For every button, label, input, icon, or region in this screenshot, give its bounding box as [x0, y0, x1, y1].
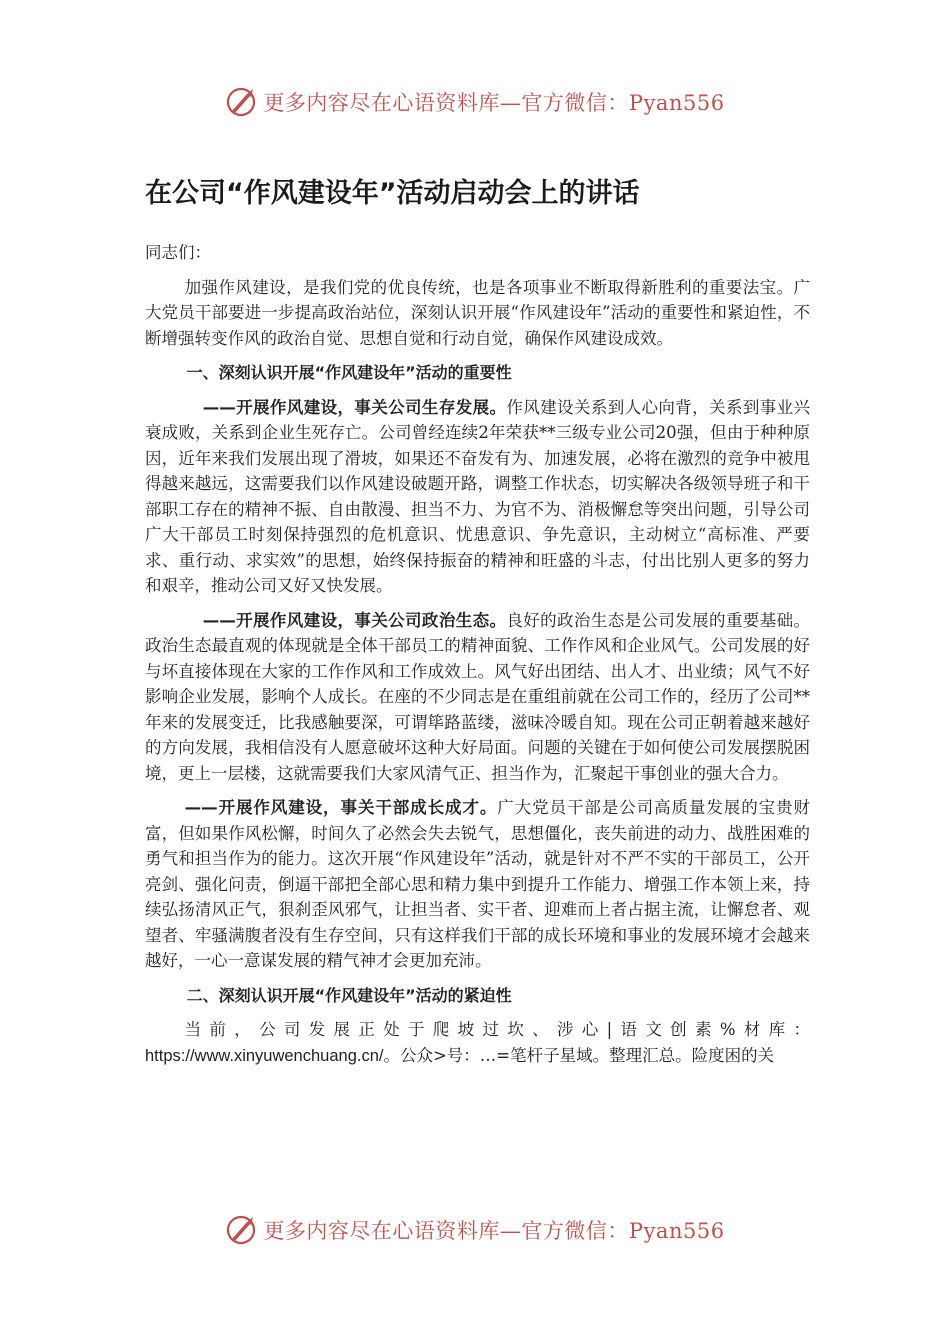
paragraph-cadre-growth: [145, 795, 810, 974]
header-watermark-banner: [0, 82, 950, 122]
footer-watermark-banner: [0, 1210, 950, 1250]
quill-logo-icon: [225, 86, 257, 118]
paragraph-text-tail: 。公众>号：…=笔杆子星域。整理汇总。险度困的关: [383, 1045, 775, 1065]
paragraph-body: 广大党员干部是公司高质量发展的宝贵财富，但如果作风松懈，时间久了必然会失去锐气，思想僵化，丧失前进的动力、战胜困难的勇气和担当作为的能力。这次开展“作风建设年”活动，就是针对不严不实的干部员工，公开亮剑、强化问责，倒逼干部把全部心思和精力集中到提升工作能力、增强工作本领上来，持续弘扬清风正气，狠刹歪风邪气，让担当者、实干者、迎难而上者占据主流，让懈怠者、观望者、牢骚满腹者没有生存空间，只有这样我们干部的成长环境和事业的发展环境才会越来越好，一心一意谋发展的精气神才会更加充沛。: [145, 798, 811, 970]
document-body: [145, 170, 810, 1078]
paragraph-text: 当前，公司发展正处于爬坡过坎、涉心|语文创素%材库：: [184, 1020, 810, 1039]
quill-logo-icon: [225, 1214, 257, 1246]
paragraph-political-ecology: [145, 608, 810, 787]
paragraph-lead: ——开展作风建设，事关干部成长成才。: [184, 798, 498, 817]
paragraph-body: 良好的政治生态是公司发展的重要基础。政治生态最直观的体现就是全体干部员工的精神面貌、工作作风和企业风气。公司发展的好与坏直接体现在大家的工作作风和工作成效上。风气好出团结、出人才、出业绩；风气不好影响企业发展，影响个人成长。在座的不少同志是在重组前就在公司工作的，经历了公司**年来的发展变迁，比我感触要深，可谓筚路蓝缕，滋味冷暖自知。现在公司正朝着越来越好的方向发展，我相信没有人愿意破坏这种大好局面。问题的关键在于如何使公司发展摆脱困境，更上一层楼，这就需要我们大家风清气正、担当作为，汇聚起干事创业的强大合力。: [145, 610, 811, 783]
paragraph-survival: [145, 395, 810, 599]
paragraph-lead: ——开展作风建设，事关公司政治生态。: [202, 610, 507, 630]
website-link[interactable]: https://www.xinyuwenchuang.cn/: [145, 1046, 384, 1065]
section-heading-2: 二、深刻认识开展“作风建设年”活动的紧迫性: [186, 985, 512, 1005]
intro-paragraph: 加强作风建设，是我们党的优良传统，也是各项事业不断取得新胜利的重要法宝。广大党员干部要进一步提高政治站位，深刻认识开展“作风建设年”活动的重要性和紧迫性，不断增强转变作风的政治自觉、思想自觉和行动自觉，确保作风建设成效。: [145, 277, 810, 348]
salutation: 同志们：: [145, 243, 211, 262]
paragraph-urgency: [145, 1017, 810, 1069]
section-heading-1: 一、深刻认识开展“作风建设年”活动的重要性: [186, 363, 512, 382]
watermark-text: 更多内容尽在心语资料库—官方微信：Pyan556: [263, 91, 725, 115]
document-title: 在公司“作风建设年”活动启动会上的讲话: [145, 178, 640, 209]
watermark-text: 更多内容尽在心语资料库—官方微信：Pyan556: [263, 1219, 725, 1243]
paragraph-body: 作风建设关系到人心向背，关系到事业兴衰成败，关系到企业生死存亡。公司曾经连续2年荣获**三级专业公司20强，但由于种种原因，近年来我们发展出现了滑坡，如果还不奋发有为、加速发展，必将在激烈的竞争中被甩得越来越远，这需要我们以作风建设破题开路，调整工作状态，切实解决各级领导班子和干部职工存在的精神不振、自由散漫、担当不力、为官不为、消极懈怠等突出问题，引导公司广大干部员工时刻保持强烈的危机意识、忧患意识、争先意识，主动树立“高标准、严要求、重行动、求实效”的思想，始终保持振奋的精神和旺盛的斗志，付出比别人更多的努力和艰辛，推动公司又好又快发展。: [145, 397, 811, 595]
paragraph-lead: ——开展作风建设，事关公司生存发展。: [202, 397, 507, 417]
